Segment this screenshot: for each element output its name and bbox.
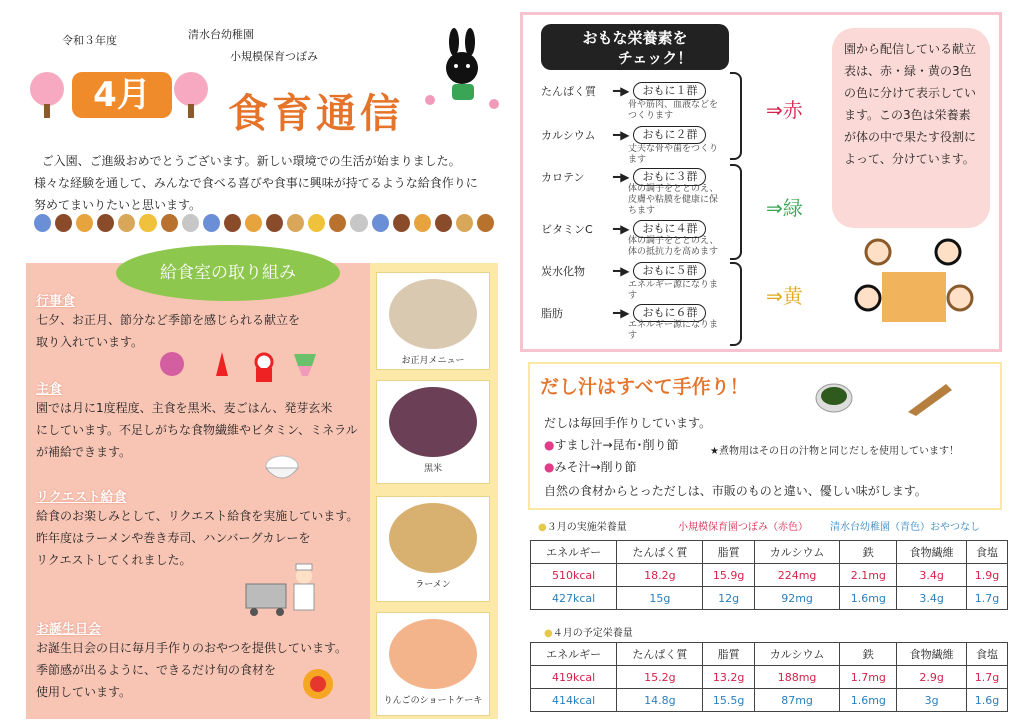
section-staple: 主食 園では月に1度程度、主食を黒米、麦ごはん、発芽玄米 にしています。不足しがちな食物繊維やビタミン、ミネラル が補給できます。 (36, 378, 366, 463)
section-request: リクエスト給食 給食のお楽しみとして、リクエスト給食を実施しています。 昨年度はラーメンや巻き寿司、ハンバーグカレーを リクエストしてくれました。 (36, 486, 366, 571)
cook-cart-icon (244, 562, 324, 620)
cherry-tree-icon (174, 72, 208, 106)
section-heading: 主食 (36, 382, 63, 397)
nutrient-row: カルシウム ━▶ おもに２群 (541, 126, 706, 144)
dashi-line4: 自然の食材からとっただしは、市販のものと違い、優しい味がします。 (544, 484, 927, 498)
kitchen-title: 給食室の取り組み (116, 245, 340, 301)
section-events: 行事食 七夕、お正月、節分など季節を感じられる献立を 取り入れています。 (36, 290, 366, 353)
dashi-ingredients-icon (812, 376, 962, 420)
green-group-label: ⇒緑 (766, 196, 803, 220)
rice-bowl-icon (262, 452, 302, 486)
dashi-item2: ●みそ汁→削り節 (544, 460, 637, 474)
dashi-line1: だしは毎回手作りしています。 (544, 416, 712, 430)
april-nutrition-table (530, 642, 1008, 712)
table-row: 419kcal 15.2g 13.2g 188mg 1.7mg 2.9g 1.7g (531, 666, 1008, 689)
kids-eating-icon (848, 232, 980, 332)
intro-text: ご入園、ご進級おめでとうございます。新しい環境での生活が始まりました。 様々な経験を通して、みんなで食べる喜びや食事に興味が持てるような給食作りに 努めてまいりたいと思います。 (34, 154, 478, 212)
month-label: 4月 (72, 72, 172, 118)
red-group-label: ⇒赤 (766, 98, 803, 122)
photo-new-year-menu (389, 279, 477, 349)
dashi-item1: ●すまし汁→昆布･削り節 (544, 438, 679, 452)
table-row: 427kcal 15g 12g 92mg 1.6mg 3.4g 1.7g (531, 587, 1008, 610)
march-nutrition-table (530, 540, 1008, 610)
section-birthday: お誕生日会 お誕生日会の日に毎月手作りのおやつを提供しています。 季節感が出るように、できるだけ旬の食材を 使用しています。 (36, 618, 366, 703)
nutrient-row: 脂肪 ━▶ おもに６群 (541, 304, 706, 322)
photo-black-rice (389, 387, 477, 457)
photo-card: お正月メニュー (376, 272, 490, 370)
table-row: 510kcal 18.2g 15.9g 224mg 2.1mg 3.4g 1.9g (531, 564, 1008, 587)
group-bracket (730, 262, 742, 346)
yellow-group-label: ⇒黄 (766, 284, 803, 308)
group-bracket (730, 164, 742, 260)
section-heading: リクエスト給食 (36, 490, 127, 505)
section-heading: 行事食 (36, 294, 76, 309)
photo-card: りんごのショートケーキ (376, 612, 490, 716)
photo-ramen (389, 503, 477, 573)
photo-apple-cake (389, 619, 477, 689)
rabbit-mascot-icon (418, 28, 508, 112)
page-title: 食育通信 (228, 91, 404, 137)
year-label: 令和３年度 (62, 34, 117, 47)
school-name: 清水台幼稚園 (188, 28, 254, 41)
table-caption-blue: 清水台幼稚園（青色）おやつなし (830, 522, 980, 533)
info-box: 園から配信している献立表は、赤・緑・黄の3色の色に分けて表示しています。この3色は栄養素が体の中で果たす役割によって、分けています。 (832, 28, 990, 228)
dashi-note: ★煮物用はその日の汁物と同じだしを使用しています！ (710, 446, 959, 457)
dashi-title: だし汁はすべて手作り！ (540, 376, 749, 398)
birthday-cake-icon (298, 664, 338, 704)
section-heading: お誕生日会 (36, 622, 102, 637)
group-bracket (730, 72, 742, 160)
food-icon-row (34, 214, 494, 236)
nutrient-row: たんぱく質 ━▶ おもに１群 (541, 82, 706, 100)
subschool-name: 小規模保育つぼみ (230, 50, 318, 63)
month-badge (30, 66, 216, 124)
table-caption: ●３月の実施栄養量 (538, 522, 627, 533)
table-caption-red: 小規模保育園つぼみ（赤色） (678, 522, 808, 533)
nutrient-row: カロテン ━▶ おもに３群 (541, 168, 706, 186)
nutrient-row: 炭水化物 ━▶ おもに５群 (541, 262, 706, 280)
nutrients-check-bubble: おもな栄養素を チェック！ (541, 24, 729, 70)
nutrient-row: ビタミンC ━▶ おもに４群 (541, 220, 706, 238)
table-header-row: エネルギー たんぱく質 脂質 カルシウム 鉄 食物繊維 食塩 (531, 541, 1008, 564)
table-header-row: エネルギー たんぱく質 脂質 カルシウム 鉄 食物繊維 食塩 (531, 643, 1008, 666)
table-caption: ●４月の予定栄養量 (544, 628, 633, 639)
photo-card: 黒米 (376, 380, 490, 484)
cherry-tree-icon (30, 72, 64, 106)
photo-card: ラーメン (376, 496, 490, 602)
table-row: 414kcal 14.8g 15.5g 87mg 1.6mg 3g 1.6g (531, 689, 1008, 712)
